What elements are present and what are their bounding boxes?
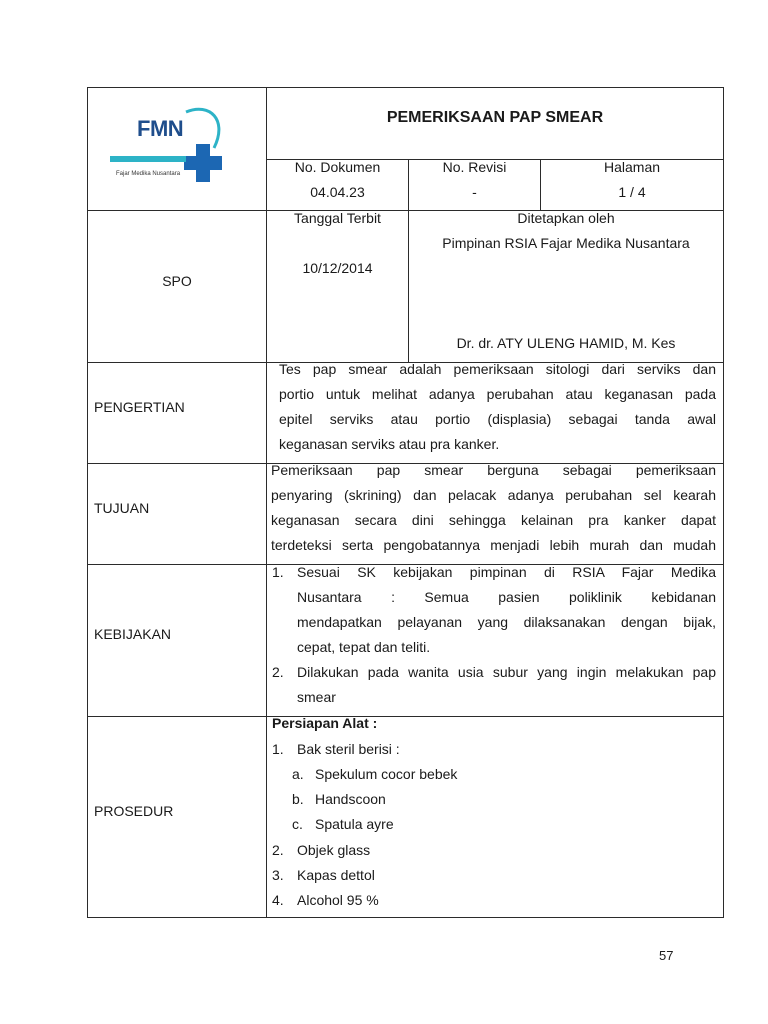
kebijakan-number: 2. [272,664,284,680]
document-title: PEMERIKSAAN PAP SMEAR [386,109,604,126]
pengertian-line: Tes pap smear adalah pemeriksaan sitologi dari serviks dan [279,361,716,377]
issue-date-value: 10/12/2014 [302,260,373,276]
prosedur-item-number: 3. [272,867,284,883]
revision-label: No. Revisi [442,159,507,175]
logo-tagline: Fajar Medika Nusantara [116,171,181,177]
kebijakan-item-1-line: Sesuai SK kebijakan pimpinan di RSIA Fajar Medika [297,564,716,580]
pengertian-label: PENGERTIAN [94,399,185,415]
kebijakan-item-1-line: Nusantara : Semua pasien poliklinik kebidanan [297,589,716,605]
spo-label: SPO [162,273,192,289]
prosedur-subitem-text: Handscoon [315,791,386,807]
prosedur-item-number: 2. [272,842,284,858]
kebijakan-item-2-line: Dilakukan pada wanita usia subur yang ingin melakukan pap [297,664,716,680]
kebijakan-number: 1. [272,564,284,580]
prosedur-item-number: 4. [272,892,284,908]
tujuan-line: Pemeriksaan pap smear berguna sebagai pemeriksaan [271,462,716,478]
prosedur-item-text: Bak steril berisi : [297,741,400,757]
prosedur-subitem-letter: b. [292,791,304,807]
approved-org: Pimpinan RSIA Fajar Medika Nusantara [442,235,690,251]
page-value: 1 / 4 [618,184,646,200]
kebijakan-item-1-line: mendapatkan pelayanan yang dilaksanakan dengan bijak, [297,614,716,630]
prosedur-item-text: Alcohol 95 % [297,892,379,908]
prosedur-subitem-letter: a. [292,766,304,782]
tujuan-line: keganasan secara dini sehingga kelainan pra kanker dapat [271,512,716,528]
prosedur-item-text: Objek glass [297,842,371,858]
prosedur-item-text: Kapas dettol [297,867,375,883]
kebijakan-item-1-line: cepat, tepat dan teliti. [297,639,431,655]
pengertian-line: epitel serviks atau portio (displasia) sebagai tanda awal [279,411,716,427]
kebijakan-item-2-line: smear [297,689,336,705]
approver-name: Dr. dr. ATY ULENG HAMID, M. Kes [456,335,676,351]
prosedur-label: PROSEDUR [94,803,174,819]
page-label: Halaman [603,159,661,175]
tujuan-line: penyaring (skrining) dan pelacak adanya perubahan sel kearah [271,487,716,503]
revision-value: - [472,184,477,200]
approved-by-label: Ditetapkan oleh [517,210,615,226]
logo-mark: FMN [137,116,184,141]
page-number: 57 [659,948,674,963]
tujuan-line: terdeteksi serta pengobatannya menjadi lebih murah dan mudah [271,537,716,553]
prosedur-subitem-text: Spatula ayre [315,816,394,832]
tujuan-label: TUJUAN [94,500,150,516]
pengertian-line: keganasan serviks atau pra kanker. [279,436,500,452]
prosedur-heading: Persiapan Alat : [272,715,378,731]
doc-number-value: 04.04.23 [310,184,365,200]
prosedur-subitem-text: Spekulum cocor bebek [315,766,458,782]
doc-number-label: No. Dokumen [294,159,381,175]
kebijakan-label: KEBIJAKAN [94,626,172,642]
issue-date-label: Tanggal Terbit [294,210,381,226]
prosedur-subitem-letter: c. [292,816,303,832]
prosedur-item-number: 1. [272,741,284,757]
logo [110,100,250,190]
pengertian-line: portio untuk melihat adanya perubahan atau keganasan pada [279,386,716,402]
